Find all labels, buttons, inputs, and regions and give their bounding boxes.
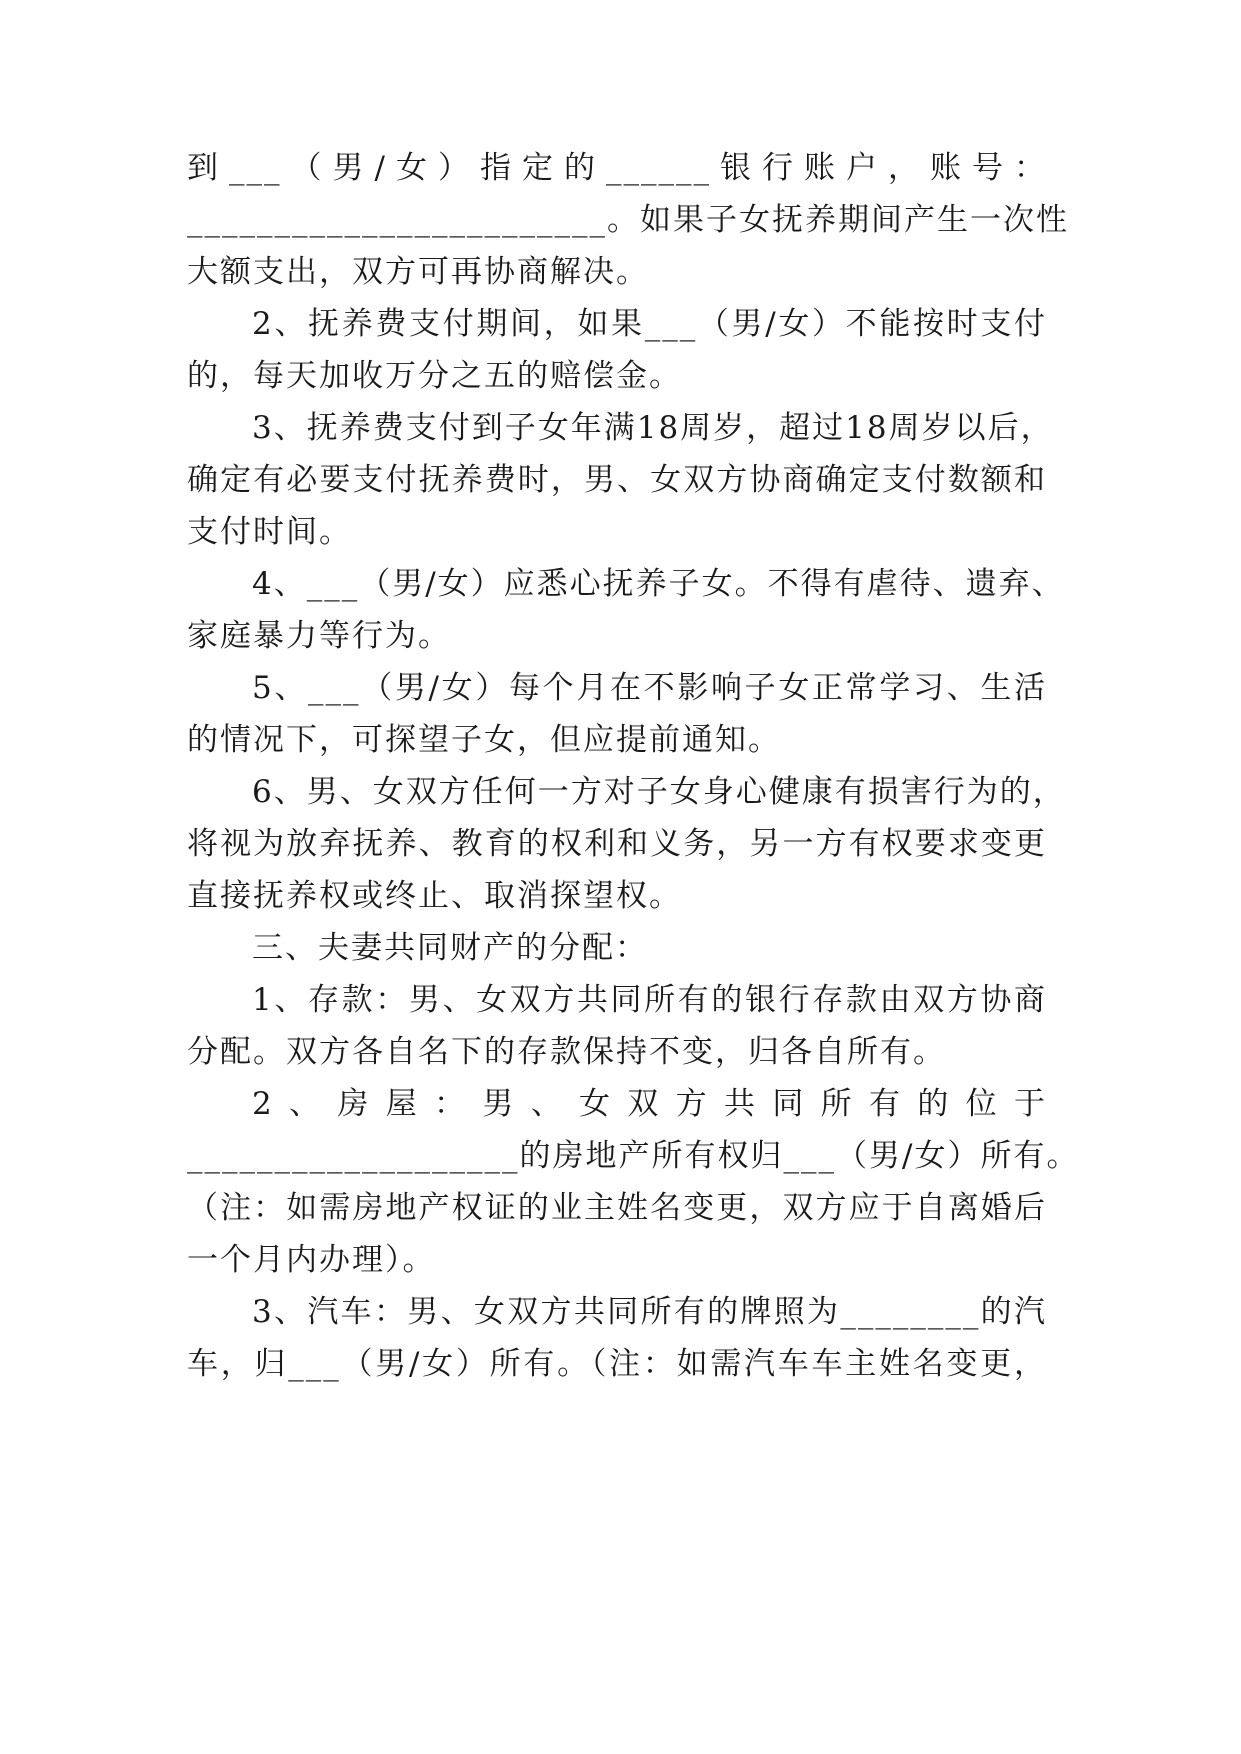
text-line: 一个月内办理）。 [187,1242,436,1278]
text-line: ___________________的房地产所有权归___（男/女）所有。 [187,1138,1080,1174]
paragraph-start: 1、存款：男、女双方共同所有的银行存款由双方协商 [252,982,1047,1018]
text-line: 到___（男/女）指定的______银行账户，账号： [187,150,1047,186]
text-line: 将视为放弃抚养、教育的权利和义务，另一方有权要求变更 [187,826,1047,862]
paragraph-start: 6、男、女双方任何一方对子女身心健康有损害行为的， [252,774,1066,810]
text-line: 直接抚养权或终止、取消探望权。 [187,878,682,914]
section-heading: 三、夫妻共同财产的分配： [252,930,648,966]
text-line: ________________________。如果子女抚养期间产生一次性 [187,202,1069,238]
text-line: （注：如需房地产权证的业主姓名变更，双方应于自离婚后 [187,1190,1047,1226]
paragraph-start: 3、抚养费支付到子女年满18周岁，超过18周岁以后， [252,410,1054,446]
text-line: 支付时间。 [187,514,352,550]
paragraph-start: 2、房屋：男、女双方共同所有的位于 [252,1086,1047,1122]
paragraph-start: 3、汽车：男、女双方共同所有的牌照为________的汽 [252,1294,1047,1330]
text-line: 家庭暴力等行为。 [187,618,451,654]
paragraph-start: 4、___（男/女）应悉心抚养子女。不得有虐待、遗弃、 [252,566,1065,602]
text-line: 车，归___（男/女）所有。（注：如需汽车车主姓名变更， [187,1346,1047,1382]
paragraph-start: 5、___（男/女）每个月在不影响子女正常学习、生活 [252,670,1047,706]
text-line: 分配。双方各自名下的存款保持不变，归各自所有。 [187,1034,946,1070]
text-line: 确定有必要支付抚养费时，男、女双方协商确定支付数额和 [187,462,1047,498]
text-line: 大额支出，双方可再协商解决。 [187,254,649,290]
text-line: 的情况下，可探望子女，但应提前通知。 [187,722,781,758]
text-line: 的，每天加收万分之五的赔偿金。 [187,358,682,394]
paragraph-start: 2、抚养费支付期间，如果___（男/女）不能按时支付 [252,306,1047,342]
